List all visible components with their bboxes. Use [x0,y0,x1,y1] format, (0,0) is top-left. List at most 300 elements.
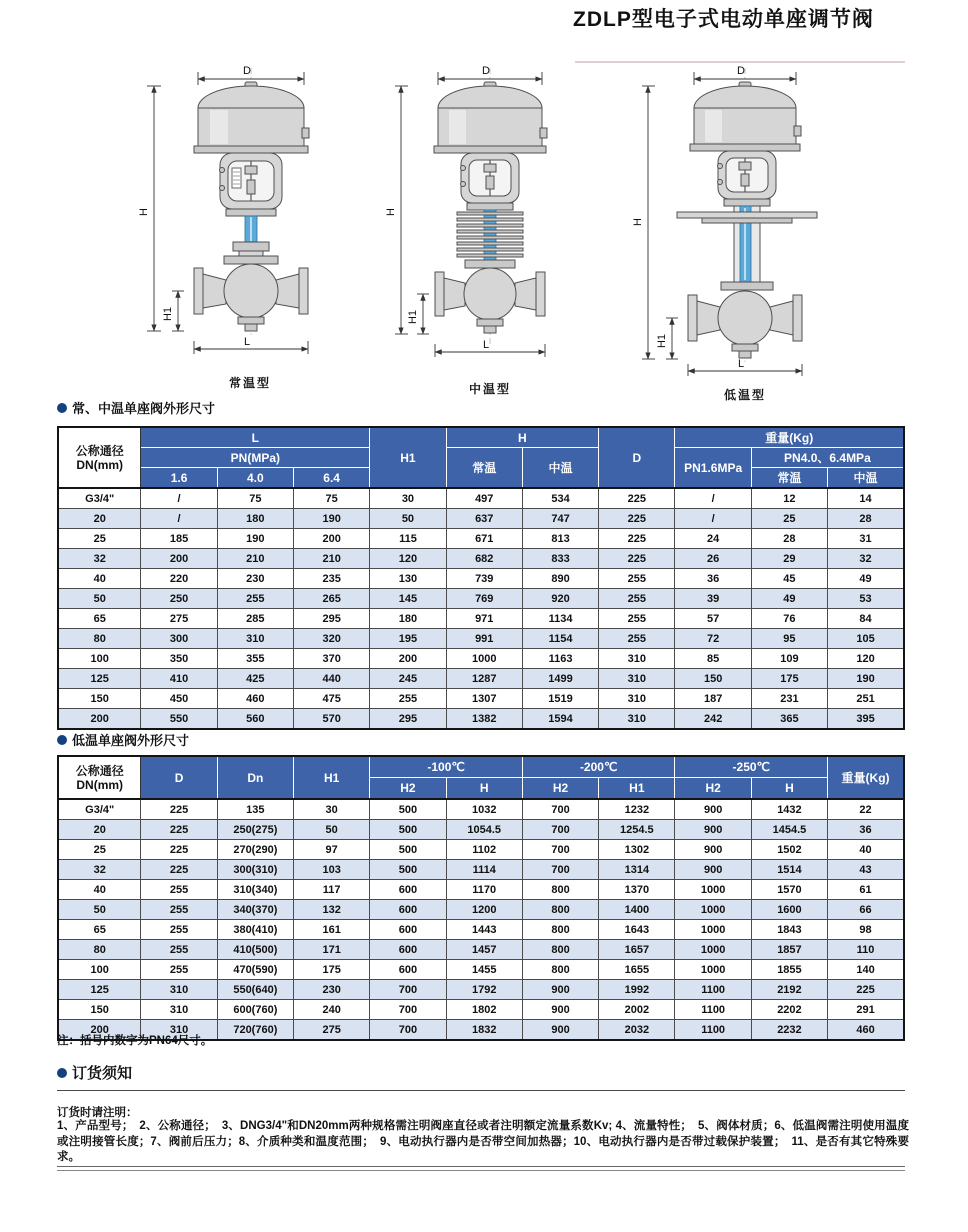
value-cell: 739 [446,569,522,589]
value-cell: 175 [751,669,827,689]
value-cell: 85 [675,649,751,669]
value-cell: 920 [522,589,598,609]
value-cell: 225 [141,860,217,880]
value-cell: 12 [751,488,827,509]
value-cell: 98 [828,920,904,940]
value-cell: 135 [217,799,293,820]
value-cell: 600(760) [217,1000,293,1020]
yoke [461,153,520,210]
value-cell: 833 [522,549,598,569]
value-cell: 1100 [675,980,751,1000]
value-cell: 500 [370,840,446,860]
value-cell: 700 [522,820,598,840]
table-row [58,1000,904,1020]
table-row [58,529,904,549]
value-cell: 28 [828,509,904,529]
value-cell: 1163 [522,649,598,669]
value-cell: 1657 [599,940,675,960]
value-cell: 1000 [675,920,751,940]
table-row [58,488,904,509]
value-cell: 700 [370,980,446,1000]
value-cell: 185 [141,529,217,549]
value-cell: 900 [522,1000,598,1020]
value-cell: 370 [294,649,370,669]
value-cell: 900 [522,980,598,1000]
header-H: H [446,427,599,448]
ordering-heading [57,1062,132,1083]
dn-cell: 32 [58,860,141,880]
value-cell: 1287 [446,669,522,689]
header-Dn: Dn [217,756,293,799]
valve-normal-temp-diagram [134,62,366,372]
value-cell: 310 [141,1000,217,1020]
value-cell: 2032 [599,1020,675,1041]
value-cell: 225 [141,840,217,860]
value-cell: 500 [370,820,446,840]
value-cell: 115 [370,529,446,549]
value-cell: 1100 [675,1020,751,1041]
value-cell: 97 [294,840,370,860]
yoke [220,153,283,216]
value-cell: 991 [446,629,522,649]
value-cell: 1514 [751,860,827,880]
value-cell: 275 [141,609,217,629]
value-cell: 1254.5 [599,820,675,840]
header-D: D [599,427,675,488]
value-cell: 460 [217,689,293,709]
table-row [58,940,904,960]
valve-body [688,282,802,358]
dim-label-H1: H1 [162,306,174,322]
value-cell: 255 [599,589,675,609]
value-cell: 1643 [599,920,675,940]
value-cell: / [675,509,751,529]
value-cell: 255 [217,589,293,609]
dn-cell: 25 [58,529,141,549]
value-cell: 180 [217,509,293,529]
value-cell: 570 [294,709,370,730]
dn-cell: G3/4" [58,799,141,820]
header-w-pn4064: PN4.0、6.4MPa [751,448,904,468]
table1-header [58,427,904,488]
value-cell: 450 [141,689,217,709]
value-cell: 22 [828,799,904,820]
value-cell: 380(410) [217,920,293,940]
value-cell: 300 [141,629,217,649]
value-cell: 1400 [599,900,675,920]
value-cell: 1232 [599,799,675,820]
value-cell: 1792 [446,980,522,1000]
value-cell: 500 [370,799,446,820]
value-cell: 475 [294,689,370,709]
dn-cell: 50 [58,589,141,609]
value-cell: 50 [294,820,370,840]
value-cell: 109 [751,649,827,669]
value-cell: 190 [828,669,904,689]
dn-cell: 65 [58,609,141,629]
value-cell: 255 [370,689,446,709]
value-cell: 132 [294,900,370,920]
value-cell: 1443 [446,920,522,940]
dn-cell: 150 [58,689,141,709]
header-w-mid: 中温 [828,468,904,489]
table-row [58,860,904,880]
section-bullet-icon [57,403,67,413]
value-cell: / [141,509,217,529]
table-row [58,509,904,529]
header-t250-h2: H2 [675,778,751,800]
dn-cell: 20 [58,509,141,529]
value-cell: 310 [599,689,675,709]
actuator [194,82,309,153]
value-cell: 200 [370,649,446,669]
value-cell: 190 [217,529,293,549]
value-cell: 700 [522,799,598,820]
header-t100-h: H [446,778,522,800]
value-cell: 900 [675,820,751,840]
value-cell: 275 [294,1020,370,1041]
value-cell: 890 [522,569,598,589]
value-cell: 72 [675,629,751,649]
value-cell: 245 [370,669,446,689]
value-cell: 1000 [675,880,751,900]
header-L: L [141,427,370,448]
ordering-divider [57,1090,905,1091]
value-cell: 250(275) [217,820,293,840]
section-heading-text: 常、中温单座阀外形尺寸 [72,401,216,416]
value-cell: 813 [522,529,598,549]
valve-low-temp-diagram [630,62,860,384]
header-dn [58,427,141,488]
value-cell: 235 [294,569,370,589]
dn-cell: 200 [58,709,141,730]
value-cell: 28 [751,529,827,549]
value-cell: 460 [828,1020,904,1041]
table-row [58,880,904,900]
ordering-subheading: 订货时请注明： [57,1107,138,1119]
table-row [58,569,904,589]
value-cell: 40 [828,840,904,860]
value-cell: 900 [675,799,751,820]
value-cell: 225 [141,820,217,840]
value-cell: 310 [599,649,675,669]
value-cell: 26 [675,549,751,569]
value-cell: 682 [446,549,522,569]
value-cell: 310(340) [217,880,293,900]
value-cell: 395 [828,709,904,730]
dn-cell: 80 [58,629,141,649]
value-cell: / [675,488,751,509]
header-D: D [141,756,217,799]
value-cell: 1102 [446,840,522,860]
value-cell: 900 [675,840,751,860]
value-cell: 110 [828,940,904,960]
bottom-divider [57,1166,905,1171]
value-cell: 24 [675,529,751,549]
value-cell: 600 [370,900,446,920]
value-cell: 1570 [751,880,827,900]
ordering-heading-text: 订货须知 [72,1065,133,1082]
header-H1: H1 [370,427,446,488]
value-cell: 1432 [751,799,827,820]
dn-cell: 40 [58,880,141,900]
table-row [58,629,904,649]
value-cell: 310 [141,980,217,1000]
ordering-instructions: 1、产品型号； 2、公称通径； 3、DNG3/4"和DN20mm两种规格需注明阀座直径或者注明额定流量系数Kv; 4、流量特性； 5、阀体材质；6、低温阀需注明使用温度或注明接管长度；7、阀前后压力；8、介质种类和温度范围； 9、电动执行器内是否带空间加热器；10、电动执行器内是否带过载保护装置； 11、是否有其它特殊要求。 [57,1120,909,1163]
value-cell: 230 [217,569,293,589]
value-cell: 1000 [675,940,751,960]
value-cell: 900 [522,1020,598,1041]
value-cell: 103 [294,860,370,880]
value-cell: 497 [446,488,522,509]
value-cell: 180 [370,609,446,629]
value-cell: 470(590) [217,960,293,980]
value-cell: 53 [828,589,904,609]
value-cell: 1992 [599,980,675,1000]
value-cell: 1032 [446,799,522,820]
section-bullet-icon [57,1068,67,1078]
actuator [434,82,547,153]
value-cell: 1000 [446,649,522,669]
value-cell: 150 [675,669,751,689]
value-cell: 230 [294,980,370,1000]
value-cell: 500 [370,860,446,880]
valve-medium-temp-diagram [385,62,595,378]
value-cell: 971 [446,609,522,629]
value-cell: 600 [370,880,446,900]
table-row [58,669,904,689]
dim-H1 [162,291,184,331]
value-cell: 255 [599,629,675,649]
dn-cell: 150 [58,1000,141,1020]
value-cell: 1307 [446,689,522,709]
value-cell: 1314 [599,860,675,880]
dn-cell: 200 [58,1020,141,1041]
extension-column [677,206,817,282]
value-cell: 1832 [446,1020,522,1041]
value-cell: 1655 [599,960,675,980]
value-cell: 800 [522,940,598,960]
value-cell: 320 [294,629,370,649]
dn-cell: 50 [58,900,141,920]
value-cell: 43 [828,860,904,880]
value-cell: 225 [599,549,675,569]
header-w-normal: 常温 [751,468,827,489]
dim-H1 [407,294,429,334]
value-cell: 310 [599,709,675,730]
header-pn-mpa: PN(MPa) [141,448,370,468]
table-row [58,549,904,569]
value-cell: 560 [217,709,293,730]
header-h-normal: 常温 [446,448,522,489]
value-cell: 1499 [522,669,598,689]
value-cell: 225 [828,980,904,1000]
value-cell: 1054.5 [446,820,522,840]
value-cell: 76 [751,609,827,629]
value-cell: 1454.5 [751,820,827,840]
header-pn-40: 4.0 [217,468,293,489]
table-row [58,799,904,820]
table-low-temp-dimensions [57,755,905,1041]
value-cell: 2002 [599,1000,675,1020]
dn-cell: 125 [58,980,141,1000]
dim-L [194,336,308,354]
page-title: ZDLP型电子式电动单座调节阀 [573,8,874,31]
drawing-low-temp [630,62,860,403]
dn-cell: 65 [58,920,141,940]
value-cell: 900 [675,860,751,880]
value-cell: 36 [828,820,904,840]
dn-cell: 32 [58,549,141,569]
value-cell: 161 [294,920,370,940]
header-t200-h2: H2 [522,778,598,800]
value-cell: 175 [294,960,370,980]
section-heading-table2 [57,730,189,749]
value-cell: 30 [294,799,370,820]
table-row [58,900,904,920]
value-cell: 1114 [446,860,522,880]
value-cell: 1100 [675,1000,751,1020]
value-cell: 720(760) [217,1020,293,1041]
value-cell: 225 [599,529,675,549]
value-cell: 200 [141,549,217,569]
value-cell: 231 [751,689,827,709]
header-pn-16: 1.6 [141,468,217,489]
header-dn-line2: DN(mm) [76,457,124,472]
dn-cell: G3/4" [58,488,141,509]
header-h-mid: 中温 [522,448,598,489]
header-t200-h1: H1 [599,778,675,800]
value-cell: 140 [828,960,904,980]
value-cell: 105 [828,629,904,649]
drawing-caption-low: 低温型 [723,388,766,402]
value-cell: 1455 [446,960,522,980]
dim-label-D: D [243,65,251,77]
value-cell: 2202 [751,1000,827,1020]
dn-cell: 40 [58,569,141,589]
table-row [58,689,904,709]
value-cell: 195 [370,629,446,649]
value-cell: 61 [828,880,904,900]
value-cell: 255 [141,960,217,980]
value-cell: 31 [828,529,904,549]
table-row [58,649,904,669]
value-cell: 700 [370,1020,446,1041]
table-row [58,609,904,629]
value-cell: 1457 [446,940,522,960]
value-cell: 250 [141,589,217,609]
value-cell: 49 [828,569,904,589]
drawing-caption-medium: 中温型 [468,382,511,396]
value-cell: 145 [370,589,446,609]
value-cell: 270(290) [217,840,293,860]
value-cell: 190 [294,509,370,529]
actuator [690,82,801,151]
header-pn-64: 6.4 [294,468,370,489]
value-cell: 295 [294,609,370,629]
table-row [58,709,904,730]
dn-cell: 125 [58,669,141,689]
value-cell: 340(370) [217,900,293,920]
header-weight: 重量(Kg) [675,427,904,448]
value-cell: 1134 [522,609,598,629]
value-cell: 700 [370,1000,446,1020]
section-bullet-icon [57,735,67,745]
table1-body [58,488,904,729]
value-cell: 210 [217,549,293,569]
value-cell: 50 [370,509,446,529]
value-cell: 75 [294,488,370,509]
value-cell: 365 [751,709,827,730]
value-cell: 120 [370,549,446,569]
value-cell: 1843 [751,920,827,940]
value-cell: 410 [141,669,217,689]
value-cell: 225 [599,509,675,529]
value-cell: 57 [675,609,751,629]
header-minus200: -200℃ [522,756,675,778]
header-dn-line1: 公称通径 [75,763,124,778]
header-dn-line1: 公称通径 [75,443,124,458]
value-cell: 187 [675,689,751,709]
value-cell: 200 [294,529,370,549]
section-heading-text: 低温单座阀外形尺寸 [72,733,190,748]
table-row [58,920,904,940]
value-cell: 1200 [446,900,522,920]
dim-label-L: L [482,339,490,351]
value-cell: 255 [141,900,217,920]
value-cell: 255 [141,920,217,940]
value-cell: 1000 [675,960,751,980]
value-cell: 225 [599,488,675,509]
value-cell: 747 [522,509,598,529]
table-row [58,980,904,1000]
value-cell: 355 [217,649,293,669]
value-cell: 300(310) [217,860,293,880]
value-cell: 295 [370,709,446,730]
dim-label-L: L [737,358,745,370]
value-cell: 84 [828,609,904,629]
value-cell: 440 [294,669,370,689]
header-weight: 重量(Kg) [828,756,904,799]
dim-label-H1: H1 [407,309,419,325]
value-cell: 1519 [522,689,598,709]
dn-cell: 25 [58,840,141,860]
value-cell: 29 [751,549,827,569]
value-cell: 120 [828,649,904,669]
value-cell: 534 [522,488,598,509]
header-dn-line2: DN(mm) [76,777,124,792]
value-cell: 49 [751,589,827,609]
header-w-pn16: PN1.6MPa [675,448,751,489]
value-cell: 600 [370,920,446,940]
value-cell: 251 [828,689,904,709]
table-row [58,820,904,840]
value-cell: 410(500) [217,940,293,960]
dn-cell: 100 [58,960,141,980]
value-cell: 45 [751,569,827,589]
value-cell: 1857 [751,940,827,960]
value-cell: 240 [294,1000,370,1020]
value-cell: 700 [522,860,598,880]
value-cell: 171 [294,940,370,960]
table2-body [58,799,904,1040]
value-cell: 1594 [522,709,598,730]
header-t100-h2: H2 [370,778,446,800]
drawing-normal-temp [134,62,366,391]
section-heading-table1 [57,398,215,417]
yoke [718,151,777,206]
value-cell: 14 [828,488,904,509]
